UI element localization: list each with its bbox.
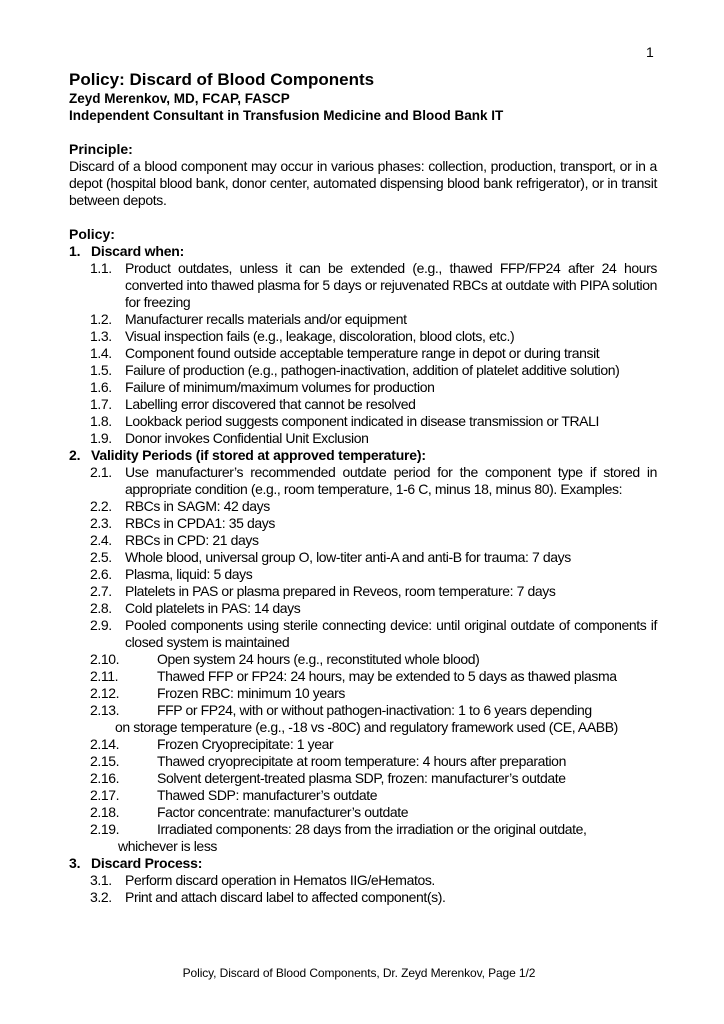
list-item: 2.10. Open system 24 hours (e.g., reconstituted whole blood) [90, 651, 480, 667]
list-item: 2.2. RBCs in SAGM: 42 days [90, 498, 270, 514]
section-3-heading: 3. Discard Process: [69, 855, 203, 871]
list-item: 2.16. Solvent detergent-treated plasma SDP, frozen: manufacturer’s outdate [90, 770, 566, 786]
list-item: 2.8. Cold platelets in PAS: 14 days [90, 600, 301, 616]
list-item: 2.1. Use manufacturer’s recommended outdate period for the component type if stored in appropriate condition (e.g., room temperature, 1-6 C, minus 18, minus 80). Examples: [90, 464, 657, 497]
list-item: 2.3. RBCs in CPDA1: 35 days [90, 515, 275, 531]
list-item: 1.1. Product outdates, unless it can be extended (e.g., thawed FFP/FP24 after 24 hours converted into thawed plasma for 5 days or rejuvenated RBCs at outdate with PIPA solution for freezing [90, 260, 657, 310]
page-number: 1 [646, 44, 654, 60]
list-item: 3.2. Print and attach discard label to affected component(s). [90, 889, 446, 905]
author-line: Zeyd Merenkov, MD, FCAP, FASCP [69, 91, 290, 106]
list-item: 2.19. Irradiated components: 28 days from the irradiation or the original outdate, [90, 821, 587, 837]
principle-heading: Principle: [69, 141, 133, 157]
list-item: 2.5. Whole blood, universal group O, low-titer anti-A and anti-B for trauma: 7 days [90, 549, 571, 565]
list-item: 1.2. Manufacturer recalls materials and/or equipment [90, 311, 407, 327]
list-item: 1.8. Lookback period suggests component indicated in disease transmission or TRALI [90, 413, 600, 429]
list-item: 2.14. Frozen Cryoprecipitate: 1 year [90, 736, 334, 752]
list-item: 3.1. Perform discard operation in Hematos IIG/eHematos. [90, 872, 435, 888]
list-item: 2.15. Thawed cryoprecipitate at room temperature: 4 hours after preparation [90, 753, 566, 769]
principle-text: Discard of a blood component may occur in various phases: collection, production, transport, or in a depot (hospital blood bank, donor center, automated dispensing blood bank refrigerator), or in transit between depots. [69, 158, 657, 208]
document-title: Policy: Discard of Blood Components [69, 70, 375, 89]
list-item-continuation: on storage temperature (e.g., -18 vs -80C) and regulatory framework used (CE, AABB) [115, 719, 618, 735]
list-item: 2.9. Pooled components using sterile connecting device: until original outdate of components if closed system is maintained [90, 617, 657, 650]
section-2-heading: 2. Validity Periods (if stored at approved temperature): [69, 447, 426, 463]
page-footer: Policy, Discard of Blood Components, Dr. Zeyd Merenkov, Page 1/2 [182, 966, 536, 980]
section-1-heading: 1. Discard when: [69, 243, 185, 259]
list-item: 2.12. Frozen RBC: minimum 10 years [90, 685, 345, 701]
document-body [69, 70, 657, 906]
list-item: 2.17. Thawed SDP: manufacturer’s outdate [90, 787, 378, 803]
affiliation-line: Independent Consultant in Transfusion Medicine and Blood Bank IT [69, 108, 504, 123]
policy-heading: Policy: [69, 226, 115, 242]
list-item: 1.9. Donor invokes Confidential Unit Exclusion [90, 430, 369, 446]
list-item: 1.3. Visual inspection fails (e.g., leakage, discoloration, blood clots, etc.) [90, 328, 515, 344]
list-item: 2.11. Thawed FFP or FP24: 24 hours, may be extended to 5 days as thawed plasma [90, 668, 617, 684]
list-item: 1.7. Labelling error discovered that cannot be resolved [90, 396, 416, 412]
list-item-continuation: whichever is less [118, 838, 218, 854]
list-item: 1.6. Failure of minimum/maximum volumes for production [90, 379, 435, 395]
list-item: 2.6. Plasma, liquid: 5 days [90, 566, 253, 582]
list-item: 1.5. Failure of production (e.g., pathogen-inactivation, addition of platelet additive solution) [90, 362, 620, 378]
list-item: 2.4. RBCs in CPD: 21 days [90, 532, 259, 548]
list-item: 2.18. Factor concentrate: manufacturer’s outdate [90, 804, 409, 820]
list-item: 2.13. FFP or FP24, with or without pathogen-inactivation: 1 to 6 years depending [90, 702, 592, 718]
list-item: 2.7. Platelets in PAS or plasma prepared in Reveos, room temperature: 7 days [90, 583, 556, 599]
list-item: 1.4. Component found outside acceptable temperature range in depot or during transit [90, 345, 600, 361]
